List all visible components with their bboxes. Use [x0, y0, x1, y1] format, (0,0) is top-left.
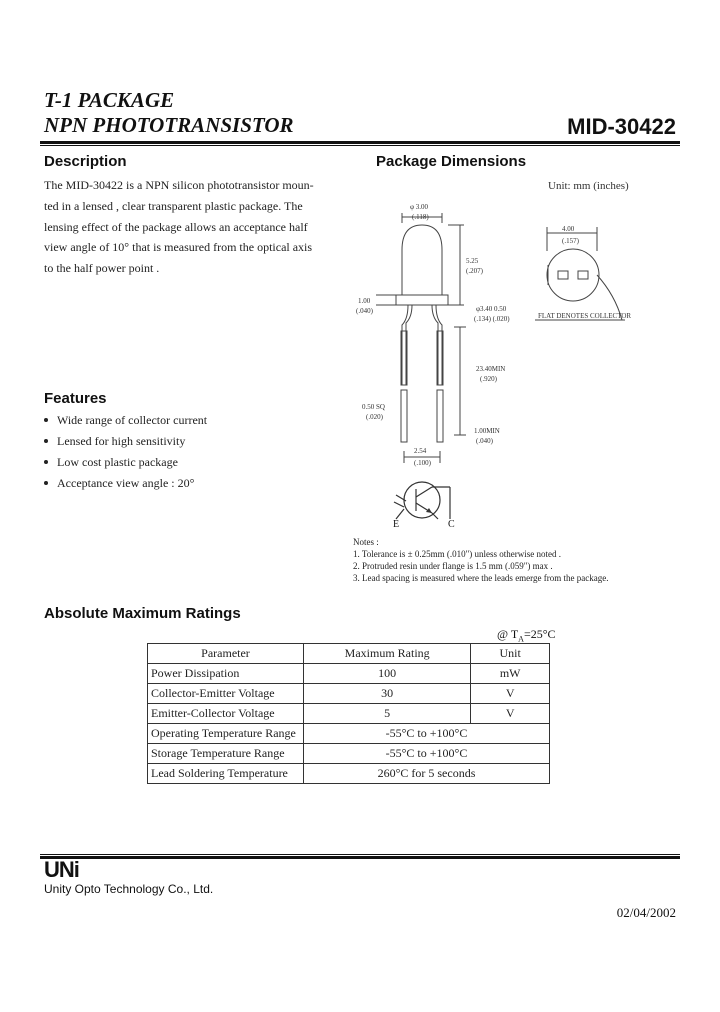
rating-cell: 260°C for 5 seconds — [303, 764, 549, 784]
column-header: Parameter — [148, 644, 304, 664]
flat-note: FLAT DENOTES COLLECTOR — [538, 312, 632, 320]
param-cell: Lead Soldering Temperature — [148, 764, 304, 784]
unit-note: Unit: mm (inches) — [548, 180, 629, 192]
header-rule — [40, 141, 680, 146]
param-cell: Collector-Emitter Voltage — [148, 684, 304, 704]
table-row — [148, 764, 550, 784]
table-row — [148, 724, 550, 744]
emitter-label: E — [393, 519, 400, 530]
description-line: ted in a lensed , clear transparent plastic package. The — [44, 199, 303, 213]
param-cell: Power Dissipation — [148, 664, 304, 684]
feature-item: Acceptance view angle : 20° — [44, 476, 194, 490]
dim-label: (.040) — [356, 307, 373, 315]
unit-cell: mW — [471, 664, 550, 684]
rating-cell: 30 — [303, 684, 470, 704]
dim-label: (.020) — [366, 413, 383, 421]
dim-label: 1.00 — [358, 297, 371, 305]
dim-label: φ 3.00 — [410, 203, 429, 211]
param-cell: Emitter-Collector Voltage — [148, 704, 304, 724]
dim-label: (.100) — [414, 459, 431, 467]
title-line-2: NPN PHOTOTRANSISTOR — [44, 113, 294, 137]
dim-label: 2.54 — [414, 447, 427, 455]
collector-label: C — [448, 519, 455, 530]
bullet-icon — [44, 460, 48, 464]
column-header: Unit — [471, 644, 550, 664]
ratings-heading: Absolute Maximum Ratings — [44, 605, 241, 622]
dim-label: (.118) — [412, 213, 429, 221]
dim-label: (.040) — [476, 437, 493, 445]
title-line-1: T-1 PACKAGE — [44, 88, 175, 112]
bullet-icon — [44, 418, 48, 422]
table-row — [148, 704, 550, 724]
dim-label: 23.40MIN — [476, 365, 506, 373]
bullet-icon — [44, 439, 48, 443]
dim-label: 0.50 SQ — [362, 403, 385, 411]
rating-cell: -55°C to +100°C — [303, 744, 549, 764]
column-header: Maximum Rating — [303, 644, 470, 664]
unit-cell: V — [471, 704, 550, 724]
dim-label: (.207) — [466, 267, 483, 275]
feature-item: Wide range of collector current — [44, 413, 207, 427]
package-drawing — [350, 195, 650, 485]
rating-cell: 100 — [303, 664, 470, 684]
rating-cell: -55°C to +100°C — [303, 724, 549, 744]
unit-cell: V — [471, 684, 550, 704]
dim-label: (.134) (.020) — [474, 315, 510, 323]
description-line: to the half power point . — [44, 261, 160, 275]
feature-item: Lensed for high sensitivity — [44, 434, 185, 448]
document-date: 02/04/2002 — [616, 905, 676, 920]
table-row — [148, 684, 550, 704]
company-name: Unity Opto Technology Co., Ltd. — [44, 882, 214, 896]
feature-item: Low cost plastic package — [44, 455, 178, 469]
note-item: 3. Lead spacing is measured where the leads emerge from the package. — [353, 573, 609, 583]
bullet-icon — [44, 481, 48, 485]
description-line: lensing effect of the package allows an acceptance half — [44, 220, 308, 234]
note-item: 2. Protruded resin under flange is 1.5 mm (.059") max . — [353, 561, 553, 571]
ratings-table — [147, 643, 550, 784]
note-item: 1. Tolerance is ± 0.25mm (.010") unless otherwise noted . — [353, 549, 562, 559]
param-cell: Storage Temperature Range — [148, 744, 304, 764]
description-heading: Description — [44, 153, 127, 170]
table-header-row — [148, 644, 550, 664]
notes-heading: Notes : — [353, 537, 379, 547]
ratings-condition: @ $T_A=25^\circ C$ — [497, 627, 556, 644]
dim-label: 5.25 — [466, 257, 479, 265]
dim-label: 4.00 — [562, 225, 575, 233]
part-number: MID-30422 — [567, 114, 676, 139]
table-row — [148, 664, 550, 684]
features-heading: Features — [44, 390, 107, 407]
description-line: The MID-30422 is a NPN silicon phototransistor moun- — [44, 178, 314, 192]
dim-label: φ3.40 0.50 — [476, 305, 507, 313]
footer-rule — [40, 854, 680, 859]
dim-label: 1.00MIN — [474, 427, 500, 435]
dim-label: (.920) — [480, 375, 497, 383]
table-row — [148, 744, 550, 764]
dim-label: (.157) — [562, 237, 579, 245]
company-logo: UNi — [44, 857, 79, 882]
package-heading: Package Dimensions — [376, 153, 527, 170]
param-cell: Operating Temperature Range — [148, 724, 304, 744]
rating-cell: 5 — [303, 704, 470, 724]
description-line: view angle of 10° that is measured from the optical axis — [44, 240, 313, 254]
